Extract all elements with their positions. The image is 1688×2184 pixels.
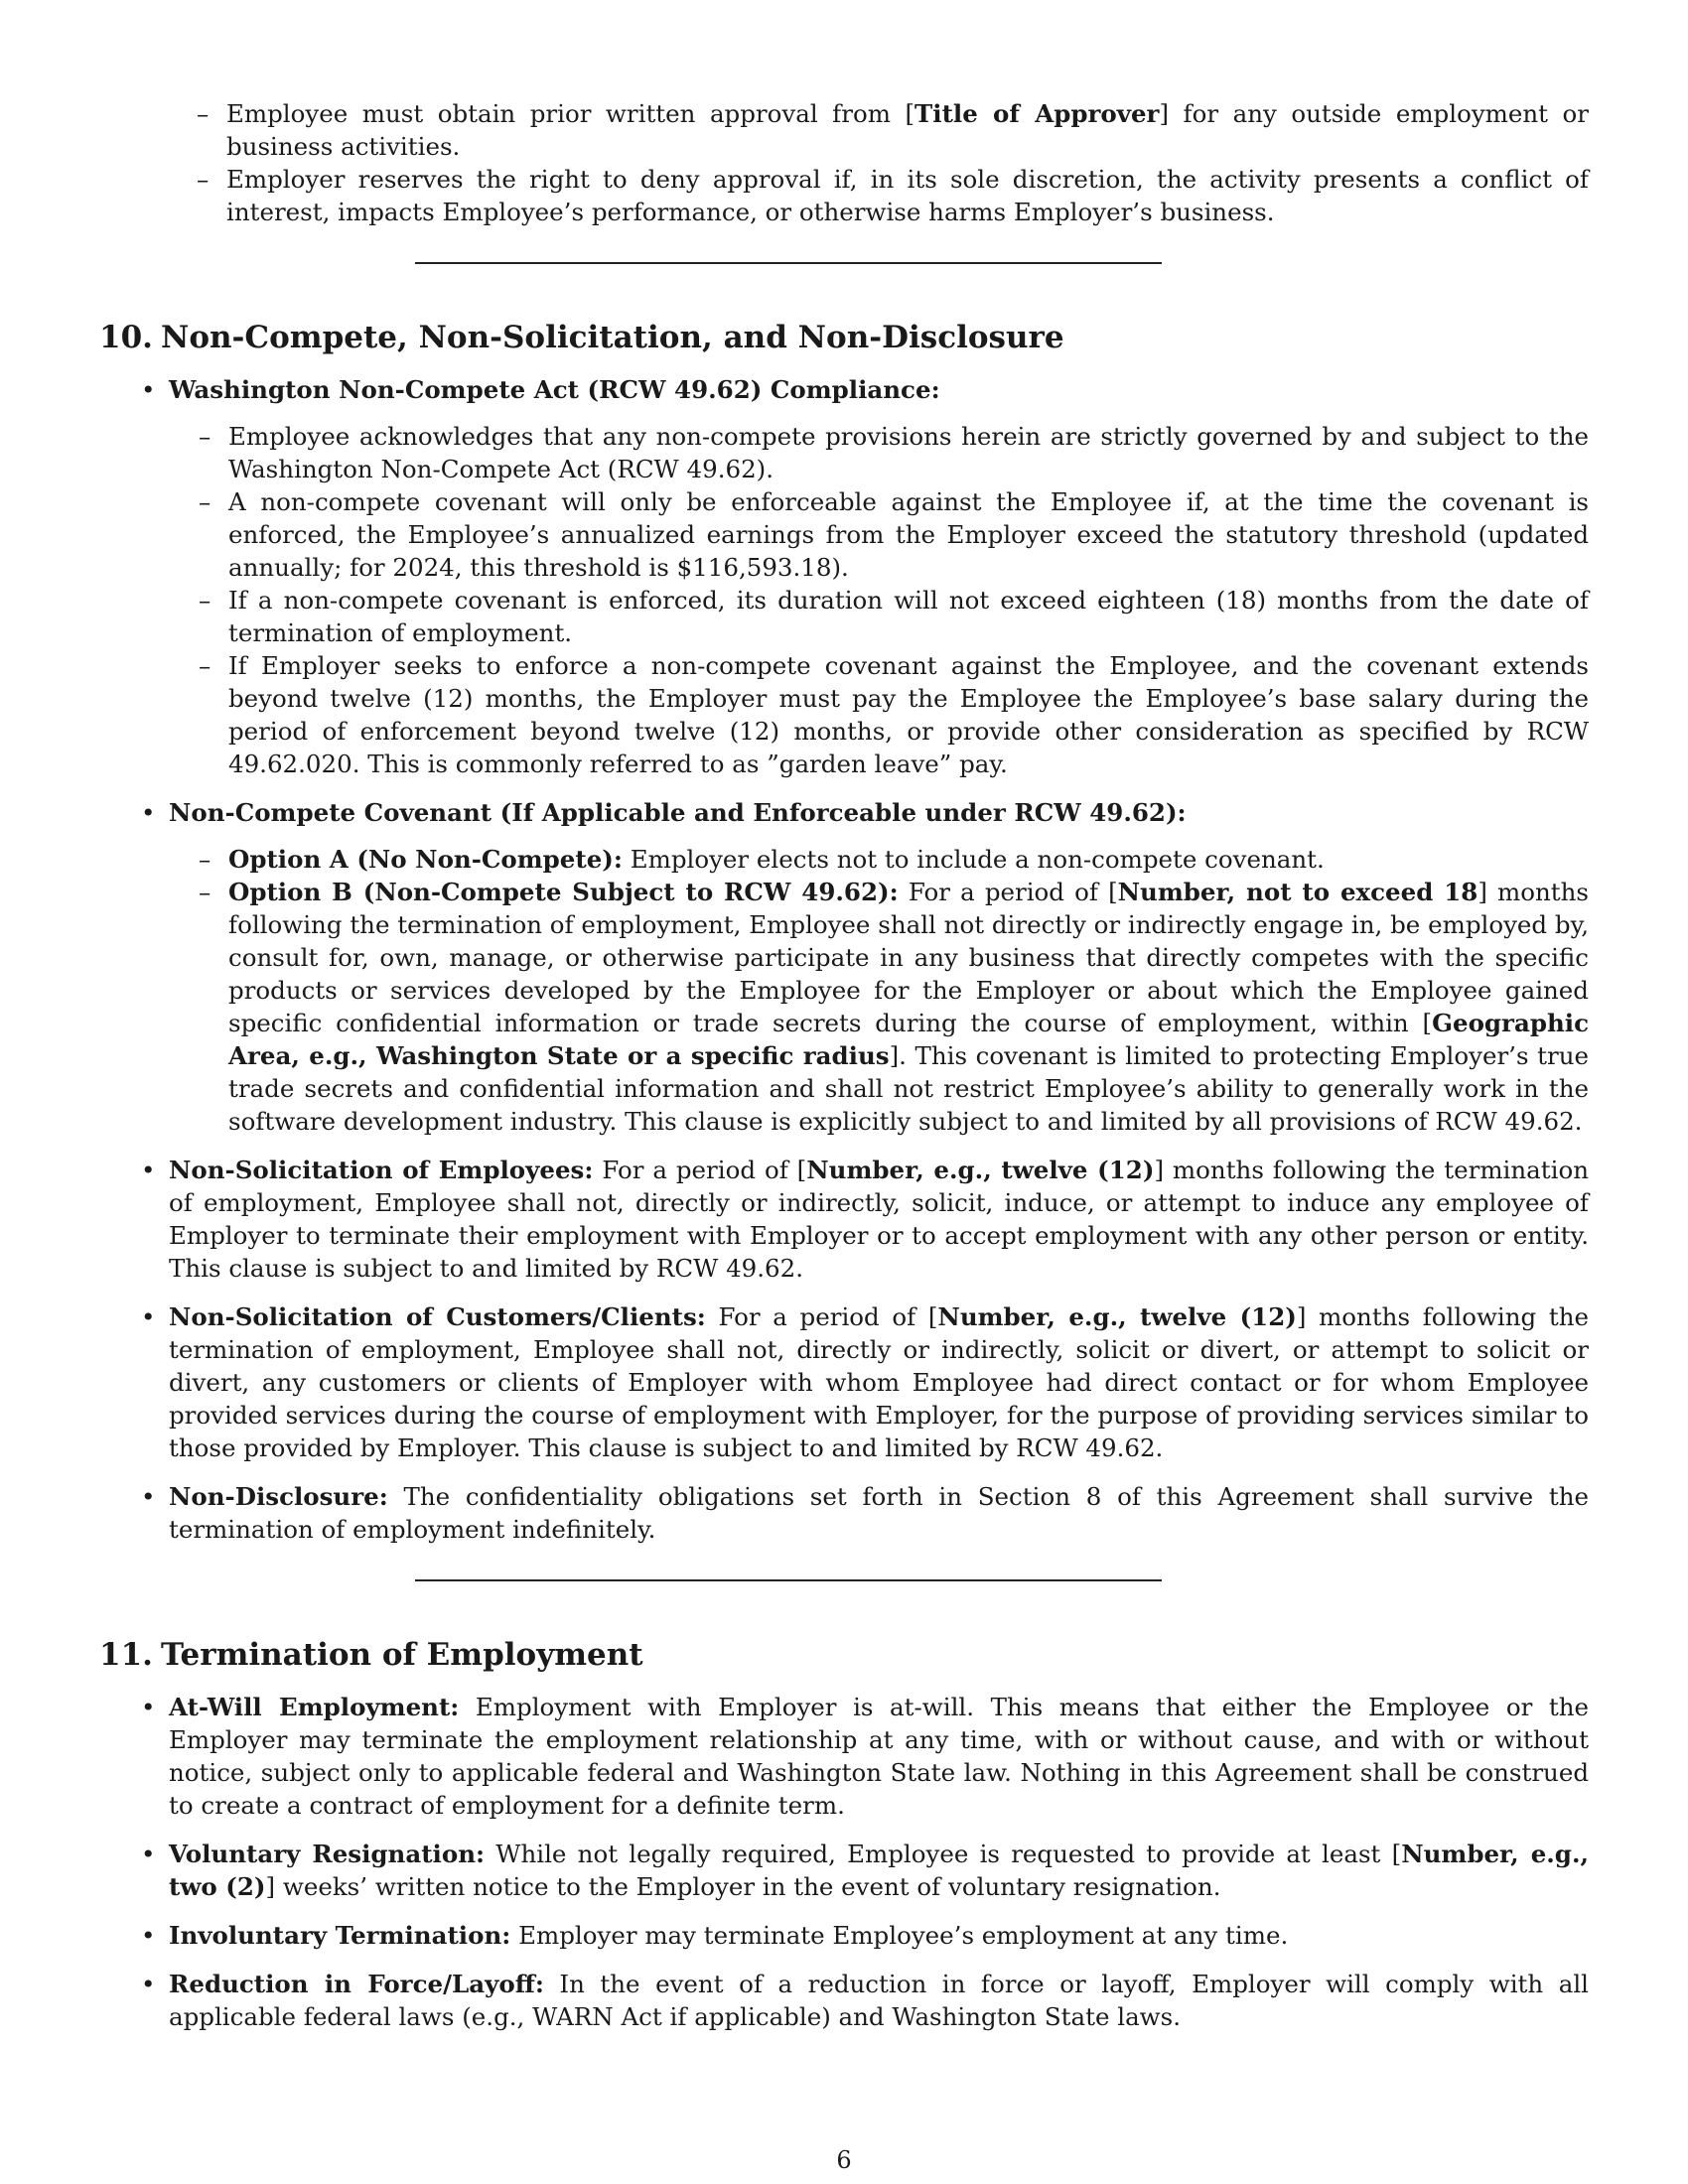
bullet-item (141, 1919, 1589, 1952)
intro-list (197, 97, 1589, 228)
section-title-text: Termination of Employment (161, 1637, 643, 1673)
bullet-paragraph (169, 1154, 1589, 1285)
bullet-label: Non-Disclosure: (169, 1482, 388, 1511)
section-heading (99, 318, 1589, 357)
bullet-label: Voluntary Resignation: (169, 1840, 486, 1868)
bullet-label: Non-Solicitation of Employees: (169, 1156, 594, 1184)
bullet-marker: • (141, 1970, 156, 1998)
bullet-item (141, 1691, 1589, 1822)
item-text: If Employer seeks to enforce a non-compete covenant against the Employee, and the covenant extends beyond twelve (12) months, the Employer must pay the Employee the Employee’s base salary during the period of enforcement beyond twelve (12) months, or provide other consideration as specified by RCW 49.62.020. This is commonly referred to as ”garden leave” pay. (228, 651, 1589, 778)
sub-label: Option B (Non-Compete Subject to RCW 49.62): (228, 878, 899, 906)
bullet-text: Employment with Employer is at-will. This means that either the Employee or the Employer may terminate the employment relationship at any time, with or without cause, and with or without notice, subject only to applicable federal and Washington State law. Nothing in this Agreement shall be construed to create a contract of employment for a definite term. (169, 1693, 1589, 1820)
section-number: 11. (99, 1637, 153, 1673)
sub-list-item (199, 485, 1589, 584)
sub-list-item (199, 843, 1589, 876)
section-number: 10. (99, 320, 153, 355)
placeholder-field: Number, e.g., two (2) (169, 1840, 1590, 1901)
bullet-marker: • (141, 1482, 156, 1511)
bullet-marker: • (141, 375, 156, 404)
section-heading (99, 1635, 1589, 1675)
sub-list-item (199, 420, 1589, 485)
dash-marker: – (197, 99, 210, 128)
page-number: 6 (836, 2146, 852, 2174)
placeholder-field: Geographic Area, e.g., Washington State or a specific radius (228, 1009, 1589, 1070)
section-divider (415, 262, 1162, 264)
section-divider (415, 1579, 1162, 1581)
placeholder-field: Title of Approver (914, 99, 1160, 128)
bullet-item (141, 1300, 1589, 1464)
bullet-item (141, 796, 1590, 1138)
bullet-paragraph (169, 373, 1589, 406)
placeholder-field: Number, e.g., twelve (12) (806, 1156, 1155, 1184)
item-text: Employee acknowledges that any non-compete provisions herein are strictly governed by and subject to the Washington Non-Compete Act (RCW 49.62). (228, 422, 1589, 483)
sections-container (99, 318, 1589, 2033)
placeholder-field: Number, e.g., twelve (12) (937, 1302, 1297, 1331)
sub-list (199, 843, 1590, 1138)
dash-marker: – (199, 845, 211, 874)
bullet-text: Employer may terminate Employee’s employment at any time. (510, 1921, 1289, 1950)
item-text: ] months following the termination of employment, Employee shall not directly or indirectly engage in, be employed by, consult for, own, manage, or otherwise participate in any business that directly competes with the specific products or services developed by the Employee for the Employer or about which the Employee gained specific confidential information or trade secrets during the course of employment, within [ (228, 878, 1590, 1037)
bullet-item (141, 1480, 1589, 1546)
dash-marker: – (197, 165, 210, 194)
sub-list (199, 420, 1589, 780)
section-title-text: Non-Compete, Non-Solicitation, and Non-Disclosure (161, 320, 1064, 355)
bullet-paragraph (169, 1838, 1589, 1903)
bullet-marker: • (141, 1302, 156, 1331)
document-body (99, 97, 1589, 2049)
item-text: A non-compete covenant will only be enforceable against the Employee if, at the time the covenant is enforced, the Employee’s annualized earnings from the Employer exceed the statutory threshold (updated annually; for 2024, this threshold is $116,593.18). (228, 487, 1589, 582)
bullet-text: For a period of [ (705, 1302, 938, 1331)
item-text: Employer reserves the right to deny approval if, in its sole discretion, the activity presents a conflict of interest, impacts Employee’s performance, or otherwise harms Employer’s business. (226, 165, 1589, 226)
bullet-marker: • (141, 1921, 156, 1950)
item-text: ] for any outside employment or business activities. (226, 99, 1589, 161)
bullet-item (141, 1838, 1590, 1903)
item-text: If a non-compete covenant is enforced, its duration will not exceed eighteen (18) months from the date of termination of employment. (228, 586, 1589, 647)
bullet-label: Washington Non-Compete Act (RCW 49.62) Compliance: (169, 375, 940, 404)
bullet-marker: • (141, 1156, 156, 1184)
bullet-item (141, 1968, 1589, 2033)
bullet-label: At-Will Employment: (169, 1693, 460, 1721)
sub-label: Option A (No Non-Compete): (228, 845, 623, 874)
bullet-paragraph (169, 1968, 1589, 2033)
item-text: Employer elects not to include a non-compete covenant. (622, 845, 1325, 874)
item-text: ]. This covenant is limited to protecting Employer’s true trade secrets and confidential information and shall not restrict Employee’s ability to generally work in the software development industry. This clause is explicitly subject to and limited by all provisions of RCW 49.62. (228, 1041, 1589, 1136)
item-text: Employee must obtain prior written approval from [ (226, 99, 915, 128)
bullet-text: ] weeks’ written notice to the Employer in the event of voluntary resignation. (265, 1872, 1221, 1901)
bullet-text: ] months following the termination of employment, Employee shall not, directly or indirectly, solicit, induce, or attempt to induce any employee of Employer to terminate their employment with Employer or to accept employment with any other person or entity. This clause is subject to and limited by RCW 49.62. (169, 1156, 1589, 1283)
dash-marker: – (199, 878, 211, 906)
bullet-paragraph (169, 1919, 1589, 1952)
sub-list-item (199, 584, 1589, 649)
bullet-list (141, 373, 1590, 1546)
dash-marker: – (199, 651, 211, 680)
bullet-label: Non-Compete Covenant (If Applicable and Enforceable under RCW 49.62): (169, 798, 1187, 827)
intro-list-item (197, 97, 1589, 163)
bullet-list (141, 1691, 1590, 2033)
bullet-marker: • (141, 798, 156, 827)
bullet-paragraph (169, 1480, 1589, 1546)
dash-marker: – (199, 586, 211, 614)
bullet-text: The confidentiality obligations set forth in Section 8 of this Agreement shall survive the termination of employment indefinitely. (169, 1482, 1589, 1544)
bullet-text: In the event of a reduction in force or layoff, Employer will comply with all applicable federal laws (e.g., WARN Act if applicable) and Washington State laws. (169, 1970, 1589, 2031)
bullet-paragraph (169, 1691, 1589, 1822)
bullet-marker: • (141, 1693, 156, 1721)
item-text: For a period of [ (898, 878, 1118, 906)
bullet-marker: • (141, 1840, 156, 1868)
sub-list-item (199, 649, 1589, 780)
bullet-text: For a period of [ (593, 1156, 807, 1184)
dash-marker: – (199, 422, 211, 451)
dash-marker: – (199, 487, 211, 516)
bullet-label: Non-Solicitation of Customers/Clients: (169, 1302, 706, 1331)
bullet-label: Involuntary Termination: (169, 1921, 511, 1950)
bullet-paragraph (169, 1300, 1589, 1464)
bullet-text: While not legally required, Employee is requested to provide at least [ (485, 1840, 1402, 1868)
bullet-item (141, 373, 1589, 780)
sub-list-item (199, 876, 1590, 1138)
bullet-text: ] months following the termination of employment, Employee shall not, directly or indirectly, solicit or divert, or attempt to solicit or divert, any customers or clients of Employer with whom Employee had direct contact or for whom Employee provided services during the course of employment with Employer, for the purpose of providing services similar to those provided by Employer. This clause is subject to and limited by RCW 49.62. (169, 1302, 1589, 1462)
bullet-paragraph (169, 796, 1589, 829)
bullet-label: Reduction in Force/Layoff: (169, 1970, 544, 1998)
bullet-item (141, 1154, 1589, 1285)
intro-list-item (197, 163, 1589, 228)
placeholder-field: Number, not to exceed 18 (1117, 878, 1478, 906)
